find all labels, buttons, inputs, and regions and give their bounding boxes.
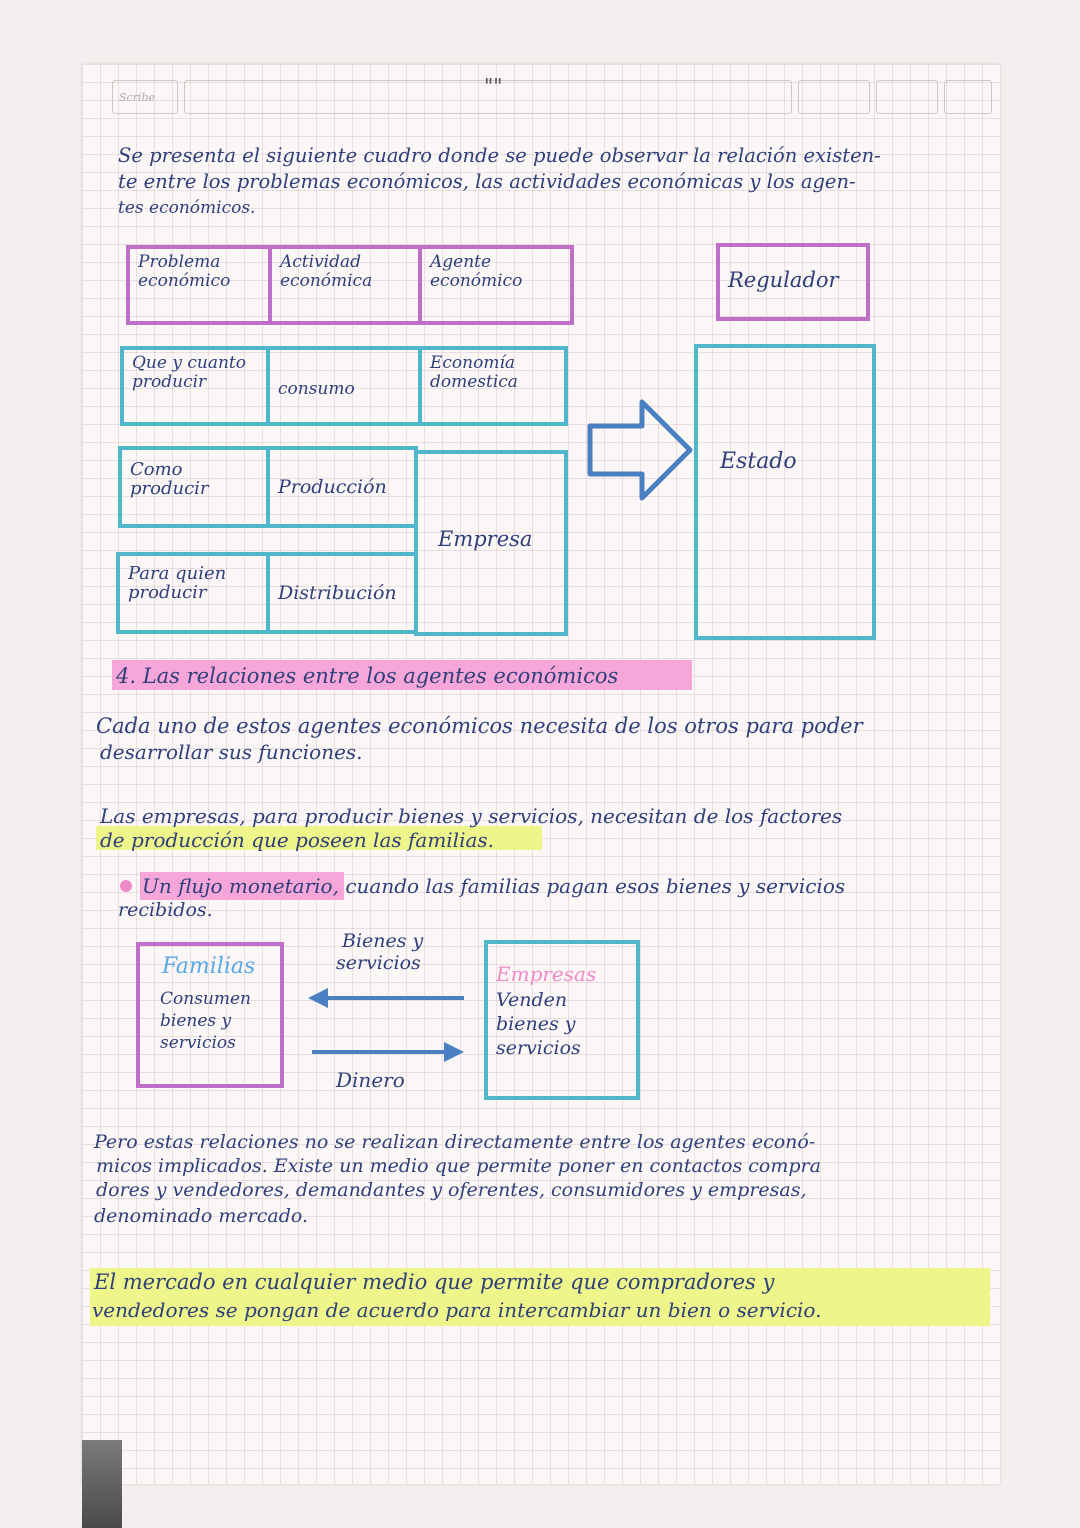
bullet-highlight-text: Un flujo monetario: [142, 874, 333, 898]
header-actividad: Actividad económica: [268, 245, 422, 325]
cell-estado: Estado: [694, 344, 876, 640]
header-regulador: Regulador: [716, 243, 870, 321]
empresas-body: [496, 988, 581, 1060]
empresas-box: [484, 940, 640, 1100]
p3-line-1: Pero estas relaciones no se realizan directamente entre los agentes econó-: [94, 1131, 816, 1153]
cell-empresa: Empresa: [414, 450, 568, 636]
empresas-body-line-3: servicios: [496, 1037, 581, 1059]
p4-line-1: El mercado en cualquier medio que permite que compradores y: [94, 1270, 775, 1294]
familias-body-line-2: bienes y: [160, 1011, 232, 1031]
familias-body: [160, 988, 251, 1054]
p2-line-2: de producción que poseen las familias.: [100, 828, 495, 852]
bullet-rest-text: , cuando las familias pagan esos bienes y servicios: [332, 874, 846, 898]
p4-line-2: vendedores se pongan de acuerdo para intercambiar un bien o servicio.: [92, 1298, 822, 1322]
right-arrow-icon: [586, 396, 696, 506]
quote-mark: "": [484, 74, 503, 98]
cell-para-quien: Para quien producir: [116, 552, 270, 634]
p2-line-1: Las empresas, para producir bienes y servicios, necesitan de los factores: [100, 804, 843, 828]
p3-line-2: micos implicados. Existe un medio que permite poner en contactos compra: [96, 1155, 821, 1177]
p3-line-3: dores y vendedores, demandantes y oferentes, consumidores y empresas,: [96, 1179, 807, 1201]
bienes-servicios-label: [336, 930, 423, 974]
bienes-label-line-1: Bienes y: [342, 930, 424, 952]
header-small-box-3: [944, 80, 992, 114]
familias-title: Familias: [162, 954, 256, 979]
familias-body-line-1: Consumen: [160, 989, 251, 1009]
p3-line-4: denominado mercado.: [94, 1205, 309, 1227]
bienes-label-line-2: servicios: [336, 952, 421, 974]
header-label: Scribe: [119, 91, 156, 104]
intro-line-1: Se presenta el siguiente cuadro donde se puede observar la relación existen-: [118, 144, 881, 167]
empresas-title: Empresas: [496, 962, 597, 986]
background-shadow: [82, 1440, 122, 1528]
familias-body-line-3: servicios: [160, 1033, 236, 1053]
p1-line-1: Cada uno de estos agentes económicos necesita de los otros para poder: [96, 714, 863, 738]
header-small-box-1: [798, 80, 870, 114]
cell-economia-domestica: Economía domestica: [418, 346, 568, 426]
p1-line-2: desarrollar sus funciones.: [100, 740, 363, 764]
intro-line-2: te entre los problemas económicos, las actividades económicas y los agen-: [118, 170, 856, 193]
cell-produccion: Producción: [266, 446, 418, 528]
cell-consumo: consumo: [266, 346, 422, 426]
header-problema: Problema económico: [126, 245, 272, 325]
section-title: 4. Las relaciones entre los agentes económicos: [116, 664, 619, 688]
arrow-right-head-icon: [444, 1042, 464, 1062]
dinero-label: Dinero: [336, 1068, 405, 1092]
empresas-body-line-2: bienes y: [496, 1013, 576, 1035]
intro-line-3: tes económicos.: [118, 198, 256, 218]
arrow-left-head-icon: [308, 988, 328, 1008]
header-strip: [112, 80, 990, 116]
header-label-box: [112, 80, 178, 114]
bullet-line-2: recibidos.: [118, 899, 213, 921]
bullet-icon: [120, 880, 132, 892]
cell-como-producir: Como producir: [118, 446, 270, 528]
bullet-line-1: [142, 874, 845, 898]
flow-arrows: [300, 980, 470, 1070]
header-agente: Agente económico: [418, 245, 574, 325]
cell-que-y-cuanto: Que y cuanto producir: [120, 346, 270, 426]
header-small-box-2: [876, 80, 938, 114]
empresas-body-line-1: Venden: [496, 989, 568, 1011]
cell-distribucion: Distribución: [266, 552, 418, 634]
familias-box: [136, 942, 284, 1088]
